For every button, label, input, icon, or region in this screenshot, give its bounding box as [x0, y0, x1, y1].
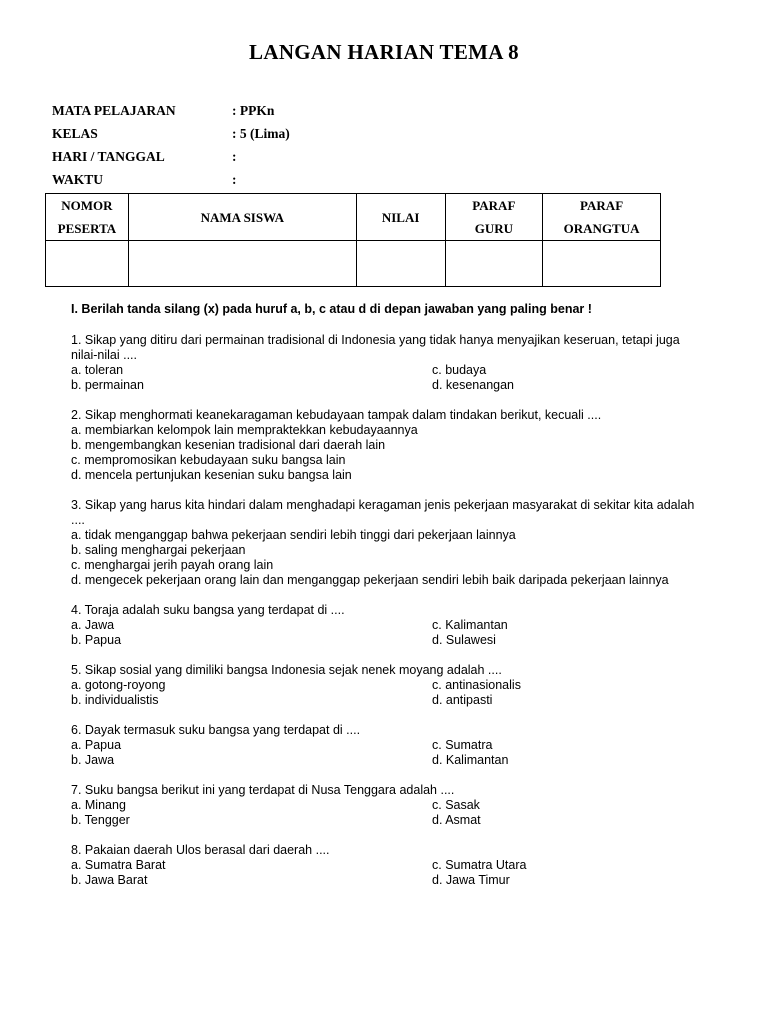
header-line: PESERTA [57, 221, 117, 236]
entry-cell-paraf-orangtua[interactable] [543, 241, 661, 287]
option-d[interactable]: d. Asmat [432, 813, 481, 827]
entry-cell-nilai[interactable] [356, 241, 445, 287]
option-c[interactable]: c. antinasionalis [432, 678, 521, 692]
option-d[interactable]: d. antipasti [432, 693, 493, 707]
info-label: KELAS [52, 126, 98, 141]
answer-options [71, 528, 701, 588]
question-text: 3. Sikap yang harus kita hindari dalam menghadapi keragaman jenis pekerjaan masyarakat di sekitar kita adalah .... [71, 498, 695, 527]
info-row-date [52, 145, 290, 168]
student-info [52, 99, 290, 191]
header-line: PARAF [472, 198, 516, 213]
answer-options [71, 423, 701, 483]
option-b[interactable]: b. Jawa [71, 753, 115, 767]
info-value: : [232, 172, 237, 187]
question-text: 7. Suku bangsa berikut ini yang terdapat di Nusa Tenggara adalah .... [71, 783, 455, 797]
option-b[interactable]: b. Papua [71, 633, 122, 647]
question-5 [71, 663, 701, 708]
option-b[interactable]: b. saling menghargai pekerjaan [71, 543, 246, 557]
option-b[interactable]: b. individualistis [71, 693, 159, 707]
question-text: 8. Pakaian daerah Ulos berasal dari daerah .... [71, 843, 330, 857]
instruction-text: I. Berilah tanda silang (x) pada huruf a, b, c atau d di depan jawaban yang paling benar ! [71, 302, 592, 316]
question-1 [71, 333, 701, 393]
option-d[interactable]: d. mencela pertunjukan kesenian suku bangsa lain [71, 468, 352, 482]
info-value: : 5 (Lima) [232, 126, 290, 141]
option-b[interactable]: b. permainan [71, 378, 144, 392]
question-4 [71, 603, 701, 648]
question-7 [71, 783, 701, 828]
info-label: MATA PELAJARAN [52, 103, 176, 118]
entry-cell-paraf-guru[interactable] [445, 241, 543, 287]
header-line: ORANGTUA [563, 221, 640, 236]
header-line: PARAF [580, 198, 624, 213]
info-row-subject [52, 99, 290, 122]
header-nama-siswa [128, 194, 356, 241]
header-line: NAMA SISWA [200, 209, 285, 225]
option-a[interactable]: a. membiarkan kelompok lain mempraktekkan kebudayaannya [71, 423, 418, 437]
option-c[interactable]: c. menghargai jerih payah orang lain [71, 558, 274, 572]
question-3 [71, 498, 701, 588]
answer-options [71, 858, 701, 888]
header-line: NILAI [381, 209, 420, 225]
header-paraf-orangtua [543, 194, 661, 241]
info-row-time [52, 168, 290, 191]
option-d[interactable]: d. Kalimantan [432, 753, 509, 767]
header-paraf-guru [445, 194, 543, 241]
header-line: GURU [474, 221, 513, 236]
option-d[interactable]: d. Jawa Timur [432, 873, 510, 887]
info-value: : PPKn [232, 103, 275, 118]
question-2 [71, 408, 701, 483]
question-text: 6. Dayak termasuk suku bangsa yang terdapat di .... [71, 723, 361, 737]
question-text: 5. Sikap sosial yang dimiliki bangsa Indonesia sejak nenek moyang adalah .... [71, 663, 502, 677]
option-a[interactable]: a. Minang [71, 798, 126, 812]
entry-cell-nomor[interactable] [46, 241, 129, 287]
option-c[interactable]: c. Kalimantan [432, 618, 508, 632]
option-c[interactable]: c. Sasak [432, 798, 480, 812]
option-a[interactable]: a. Jawa [71, 618, 115, 632]
option-d[interactable]: d. mengecek pekerjaan orang lain dan menganggap pekerjaan sendiri lebih baik daripada pekerjaan lainnya [71, 573, 669, 587]
option-c[interactable]: c. budaya [432, 363, 487, 377]
header-nilai [356, 194, 445, 241]
option-c[interactable]: c. Sumatra [432, 738, 493, 752]
option-a[interactable]: a. tidak menganggap bahwa pekerjaan sendiri lebih tinggi dari pekerjaan lainnya [71, 528, 516, 542]
option-b[interactable]: b. mengembangkan kesenian tradisional dari daerah lain [71, 438, 386, 452]
answer-options [71, 678, 701, 708]
entry-cell-nama[interactable] [128, 241, 356, 287]
option-a[interactable]: a. Sumatra Barat [71, 858, 166, 872]
question-8 [71, 843, 701, 888]
table-entry-row [46, 241, 661, 287]
option-d[interactable]: d. Sulawesi [432, 633, 496, 647]
info-value: : [232, 149, 237, 164]
option-d[interactable]: d. kesenangan [432, 378, 515, 392]
info-label: WAKTU [52, 172, 104, 187]
question-6 [71, 723, 701, 768]
question-text: 4. Toraja adalah suku bangsa yang terdapat di .... [71, 603, 345, 617]
question-text: 2. Sikap menghormati keanekaragaman kebudayaan tampak dalam tindakan berikut, kecuali .... [71, 408, 602, 422]
info-row-class [52, 122, 290, 145]
question-section [71, 302, 701, 903]
option-c[interactable]: c. mempromosikan kebudayaan suku bangsa lain [71, 453, 346, 467]
table-header-row [46, 194, 661, 241]
option-a[interactable]: a. gotong-royong [71, 678, 166, 692]
answer-options [71, 363, 701, 393]
header-nomor-peserta [46, 194, 129, 241]
info-label: HARI / TANGGAL [52, 149, 165, 164]
answer-options [71, 798, 701, 828]
student-id-table [45, 193, 661, 287]
option-b[interactable]: b. Tengger [71, 813, 130, 827]
answer-options [71, 618, 701, 648]
option-a[interactable]: a. Papua [71, 738, 122, 752]
header-line: NOMOR [61, 198, 113, 213]
option-c[interactable]: c. Sumatra Utara [432, 858, 527, 872]
page-title: LANGAN HARIAN TEMA 8 [249, 40, 519, 64]
option-b[interactable]: b. Jawa Barat [71, 873, 148, 887]
question-text: 1. Sikap yang ditiru dari permainan tradisional di Indonesia yang tidak hanya menyajikan keseruan, tetapi juga nilai-nilai .... [71, 333, 680, 362]
answer-options [71, 738, 701, 768]
option-a[interactable]: a. toleran [71, 363, 124, 377]
